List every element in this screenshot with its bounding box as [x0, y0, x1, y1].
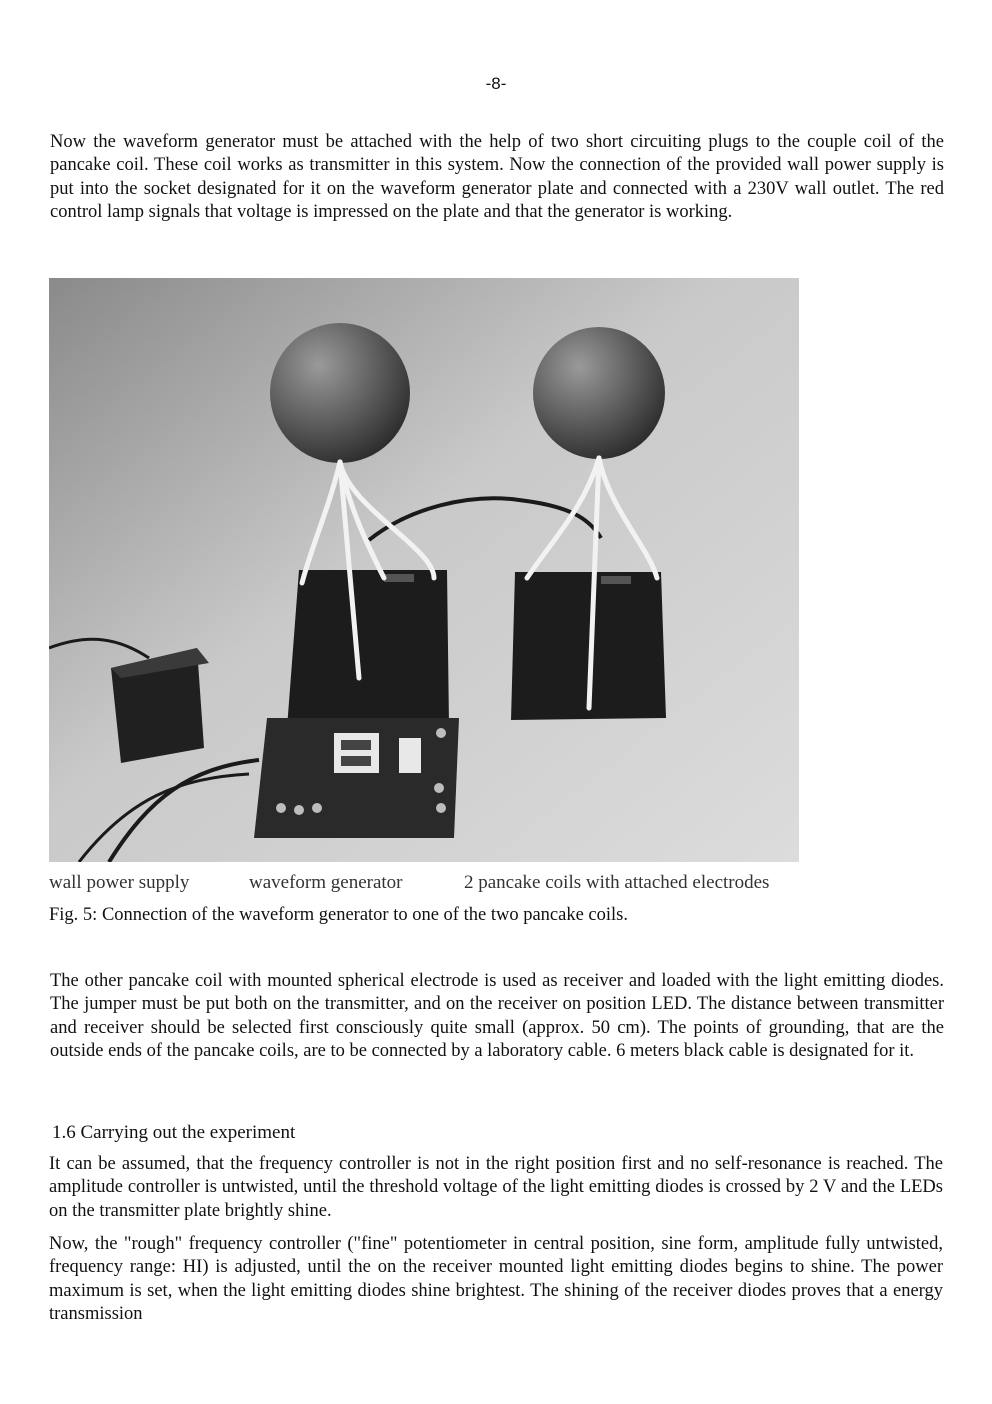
paragraph-receiver: The other pancake coil with mounted spherical electrode is used as receiver and loaded with the light emitting diodes. The jumper must be put both on the transmitter, and on the receiver on position LED. The distance between transmitter and receiver should be selected first consciously quite small (approx. 50 cm). The points of grounding, that are the outside ends of the pancake coils, are to be connected by a laboratory cable. 6 meters black cable is designated for it. — [50, 971, 944, 1061]
paragraph-adjustment: Now, the "rough" frequency controller ("fine" potentiometer in central position, sine form, amplitude fully untwisted, frequency range: HI) is adjusted, until the on the receiver mounted light emitting diodes begins to shine. The power maximum is set, when the light emitting diodes shine brightest. The shining of the receiver diodes proves that a energy transmission — [49, 1234, 943, 1324]
paragraph-intro: Now the waveform generator must be attached with the help of two short circuiting plugs to the couple coil of the pancake coil. These coil works as transmitter in this system. Now the connection of the provided wall power supply is put into the socket designated for it on the waveform generator plate and connected with a 230V wall outlet. The red control lamp signals that voltage is impressed on the plate and that the generator is working. — [50, 132, 944, 222]
label-pancake-coils: 2 pancake coils with attached electrodes — [464, 872, 770, 893]
label-wall-power-supply: wall power supply — [49, 872, 190, 893]
page-number: -8- — [485, 74, 507, 93]
section-heading: 1.6 Carrying out the experiment — [52, 1122, 296, 1143]
experiment-photo — [49, 278, 799, 862]
label-waveform-generator: waveform generator — [249, 872, 403, 893]
figure-caption: Fig. 5: Connection of the waveform generator to one of the two pancake coils. — [49, 905, 628, 925]
photo-labels — [49, 872, 809, 896]
paragraph-assumption: It can be assumed, that the frequency controller is not in the right position first and no self-resonance is reached. The amplitude controller is untwisted, until the threshold voltage of the light emitting diodes is crossed by 2 V and the LEDs on the transmitter plate brightly shine. — [49, 1154, 943, 1221]
